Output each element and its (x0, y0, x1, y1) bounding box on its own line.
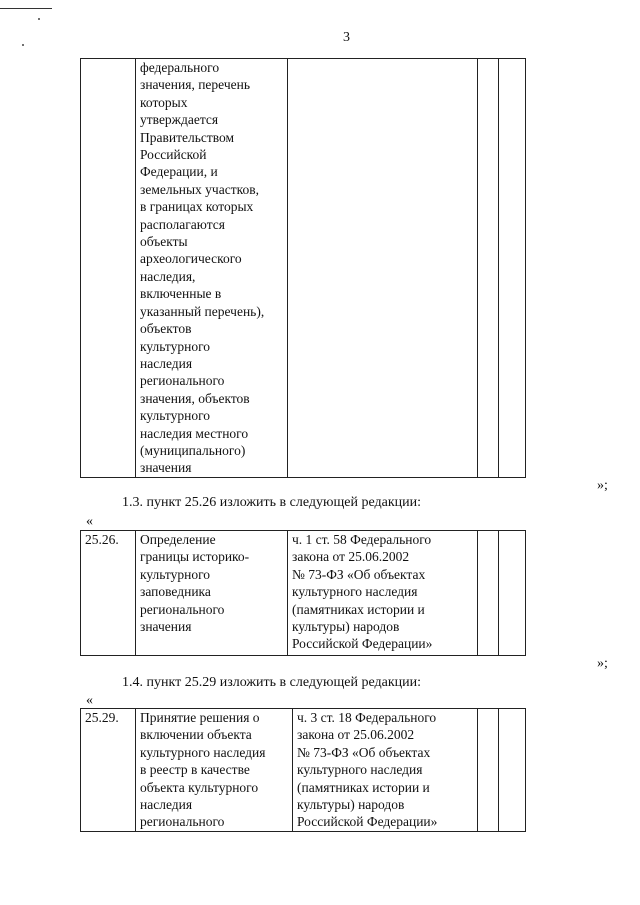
table-continuation (80, 58, 526, 478)
cell-number (81, 59, 136, 478)
page-number: 3 (343, 30, 350, 45)
cell-empty (499, 59, 526, 478)
scan-speck (22, 44, 24, 46)
cell-basis (288, 531, 478, 656)
table-row (81, 531, 526, 656)
cell-name (136, 59, 288, 478)
cell-name-text: федерального значения, перечень которых утверждается Правительством Российской Федерации, и земельных участков, в границах которых располагаются объекты археологического наследия, включенные в указанный перечень), объектов культурного наследия регионального значения, объектов культурного наследия местного (муниципального) значения (140, 60, 265, 476)
item-basis: ч. 1 ст. 58 Федерального закона от 25.06.2002 № 73-ФЗ «Об объектах культурного наследия (памятниках истории и культуры) народов Российской Федерации» (292, 532, 433, 652)
cell-empty (478, 59, 499, 478)
item-name: Определение границы историко- культурного заповедника регионального значения (140, 532, 250, 635)
instruction-1-4: 1.4. пункт 25.29 изложить в следующей редакции: (122, 675, 421, 690)
item-number: 25.26. (85, 532, 119, 547)
header-rule (0, 8, 52, 9)
item-basis: ч. 3 ст. 18 Федерального закона от 25.06.2002 № 73-ФЗ «Об объектах культурного наследия (памятниках истории и культуры) народов Российской Федерации» (297, 710, 438, 830)
item-number: 25.29. (85, 710, 119, 725)
cell-empty (499, 531, 526, 656)
scan-speck (38, 18, 40, 20)
cell-name (136, 531, 288, 656)
item-name: Принятие решения о включении объекта культурного наследия в реестр в качестве объекта культурного наследия регионального (140, 710, 266, 830)
cell-name (136, 709, 293, 832)
opening-quote: « (86, 693, 93, 708)
cell-empty (478, 709, 499, 832)
instruction-1-3: 1.3. пункт 25.26 изложить в следующей редакции: (122, 495, 421, 510)
cell-empty (478, 531, 499, 656)
cell-number (81, 531, 136, 656)
cell-basis (293, 709, 478, 832)
cell-empty (499, 709, 526, 832)
closing-quote: »; (597, 656, 608, 671)
table-row (81, 59, 526, 478)
cell-number (81, 709, 136, 832)
table-row (81, 709, 526, 832)
table-item-25-26 (80, 530, 526, 656)
table-item-25-29 (80, 708, 526, 832)
opening-quote: « (86, 514, 93, 529)
cell-basis (288, 59, 478, 478)
closing-quote: »; (597, 478, 608, 493)
